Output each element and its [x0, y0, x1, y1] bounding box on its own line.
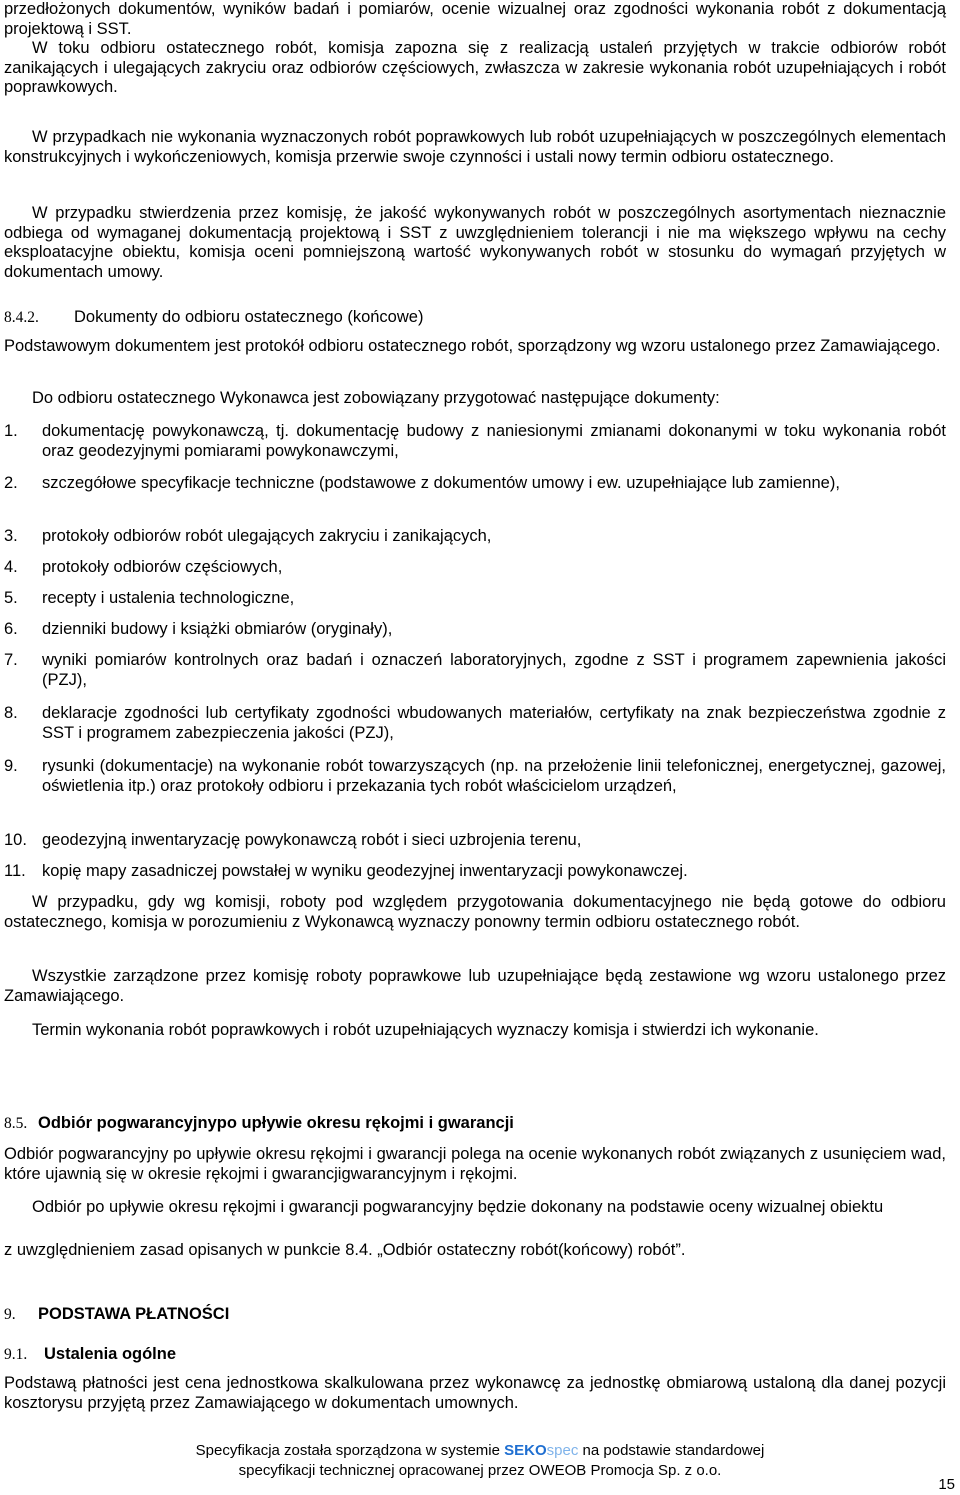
list-item — [4, 831, 946, 851]
paragraph-quality-deviation: W przypadku stwierdzenia przez komisję, że jakość wykonywanych robót w poszczególnych asortymentach nieznacznie odbiega od wymaganej dokumentacją projektową i SST z uwzględnieniem tolerancji i nie ma większego wpływu na cechy eksploatacyjne obiektu, komisja oceni pomniejszoną wartość wykonywanych robót w stosunku do wymagań przyjętych w dokumentach umowy. — [4, 204, 946, 281]
list-item — [4, 620, 946, 640]
paragraph-corrections-list: Wszystkie zarządzone przez komisję roboty poprawkowe lub uzupełniające będą zestawione wg wzoru ustalonego przez Zamawiającego. — [4, 967, 946, 1005]
list-item-number: 1. — [4, 422, 18, 440]
heading-number: 8.5. — [4, 1115, 28, 1132]
list-item-text: wyniki pomiarów kontrolnych oraz badań i oznaczeń laboratoryjnych, zgodne z SST i programem zapewnienia jakości (PZJ), — [42, 651, 946, 689]
list-item-text: kopię mapy zasadniczej powstałej w wyniku geodezyjnej inwentaryzacji powykonawczej. — [42, 862, 688, 880]
list-item — [4, 422, 946, 461]
sekospec-logo — [504, 1442, 578, 1459]
list-item-text: geodezyjną inwentaryzację powykonawczą robót i sieci uzbrojenia terenu, — [42, 831, 582, 849]
list-item-text: dokumentację powykonawczą, tj. dokumentację budowy z naniesionymi zmianami dokonanymi w toku wykonania robót oraz geodezyjnymi pomiarami powykonawczymi, — [42, 422, 946, 460]
paragraph-corrections-deadline: Termin wykonania robót poprawkowych i robót uzupełniających wyznaczy komisja i stwierdzi ich wykonanie. — [32, 1021, 819, 1039]
list-item-text: rysunki (dokumentacje) na wykonanie robót towarzyszących (np. na przełożenie linii telefonicznej, energetycznej, gazowej, oświetlenia itp.) oraz protokoły odbioru i przekazania tych robót właścicielom urządzeń, — [42, 757, 946, 795]
list-item — [4, 757, 946, 796]
paragraph-not-ready: W przypadku, gdy wg komisji, roboty pod względem przygotowania dokumentacyjnego nie będą gotowe do odbioru ostatecznego, komisja w porozumieniu z Wykonawcą wyznaczy ponowny termin odbioru ostatecznego robót. — [4, 893, 946, 931]
heading-title: Ustalenia ogólne — [44, 1345, 177, 1363]
logo-part-spec: spec — [546, 1442, 579, 1459]
list-item — [4, 527, 946, 547]
paragraph-payment-basis: Podstawą płatności jest cena jednostkowa skalkulowana przez wykonawcę za jednostkę obmiarową ustaloną dla danej pozycji kosztorysu przyjętą przez Zamawiającego w dokumentach umownych. — [4, 1374, 946, 1412]
list-item-text: dzienniki budowy i książki obmiarów (oryginały), — [42, 620, 393, 638]
paragraph-basic-document: Podstawowym dokumentem jest protokół odbioru ostatecznego robót, sporządzony wg wzoru ustalonego przez Zamawiającego. — [4, 337, 941, 355]
list-item-text: szczegółowe specyfikacje techniczne (podstawowe z dokumentów umowy i ew. uzupełniające lub zamienne), — [42, 474, 840, 492]
list-item — [4, 862, 946, 882]
heading-title: PODSTAWA PŁATNOŚCI — [38, 1305, 230, 1323]
paragraph-post-warranty-basis: Odbiór po upływie okresu rękojmi i gwarancji pogwarancyjny będzie dokonany na podstawie oceny wizualnej obiektu — [32, 1198, 884, 1216]
list-item-number: 8. — [4, 704, 18, 722]
list-item-number: 3. — [4, 527, 18, 545]
list-item-text: protokoły odbiorów robót ulegających zakryciu i zanikających, — [42, 527, 492, 545]
paragraph-missing-work: W przypadkach nie wykonania wyznaczonych robót poprawkowych lub robót uzupełniających w poszczególnych elementach konstrukcyjnych i wykończeniowych, komisja przerwie swoje czynności i ustali nowy termin odbioru ostatecznego. — [4, 128, 946, 166]
list-item-text: protokoły odbiorów częściowych, — [42, 558, 283, 576]
paragraph-post-warranty-reference: z uwzględnieniem zasad opisanych w punkcie 8.4. „Odbiór ostateczny robót(końcowy) robót”. — [4, 1241, 686, 1259]
paragraph-final-acceptance-scope: W toku odbioru ostatecznego robót, komisja zapozna się z realizacją ustaleń przyjętych w trakcie odbiorów robót zanikających i ulegających zakryciu oraz odbiorów częściowych, zwłaszcza w zakresie wykonania robót uzupełniających i robót poprawkowych. — [4, 39, 946, 96]
page-number: 15 — [938, 1476, 955, 1493]
heading-title: Odbiór pogwarancyjnypo upływie okresu rękojmi i gwarancji — [38, 1114, 514, 1132]
heading-number: 9. — [4, 1306, 16, 1323]
list-item — [4, 558, 946, 578]
list-item-text: recepty i ustalenia technologiczne, — [42, 589, 295, 607]
list-item-number: 9. — [4, 757, 18, 775]
heading-8-4-2 — [4, 307, 946, 328]
list-item-number: 4. — [4, 558, 18, 576]
heading-title: Dokumenty do odbioru ostatecznego (końcowe) — [74, 308, 424, 326]
heading-8-5 — [4, 1113, 946, 1134]
footer-text: na podstawie standardowej — [582, 1442, 765, 1459]
list-item-number: 7. — [4, 651, 18, 669]
list-item-number: 5. — [4, 589, 18, 607]
heading-number: 9.1. — [4, 1346, 28, 1363]
list-item-number: 11. — [4, 862, 26, 880]
list-item — [4, 651, 946, 690]
list-item-number: 10. — [4, 831, 27, 849]
list-item-number: 2. — [4, 474, 18, 492]
list-item-number: 6. — [4, 620, 18, 638]
paragraph-continuation: przedłożonych dokumentów, wyników badań i pomiarów, ocenie wizualnej oraz zgodności wykonania robót z dokumentacją projektową i SST. — [4, 0, 946, 38]
heading-number: 8.4.2. — [4, 309, 39, 326]
paragraph-post-warranty: Odbiór pogwarancyjny po upływie okresu rękojmi i gwarancji polega na ocenie wykonanych robót związanych z usunięciem wad, które ujawnią się w okresie rękojmi i gwarancjigwarancyjnym i rękojmi. — [4, 1145, 946, 1183]
footer-line-1 — [0, 1441, 960, 1460]
paragraph-documents-intro: Do odbioru ostatecznego Wykonawca jest zobowiązany przygotować następujące dokumenty: — [32, 389, 720, 407]
list-item — [4, 474, 946, 494]
footer-line-2: specyfikacji technicznej opracowanej przez OWEOB Promocja Sp. z o.o. — [238, 1462, 722, 1479]
heading-9 — [4, 1304, 946, 1325]
heading-9-1 — [4, 1344, 946, 1365]
logo-part-seko: SEKO — [504, 1442, 547, 1459]
list-item — [4, 704, 946, 743]
list-item — [4, 589, 946, 609]
list-item-text: deklaracje zgodności lub certyfikaty zgodności wbudowanych materiałów, certyfikaty na znak bezpieczeństwa zgodnie z SST i programem zabezpieczenia jakości (PZJ), — [42, 704, 946, 742]
footer-text: Specyfikacja została sporządzona w systemie — [195, 1442, 500, 1459]
